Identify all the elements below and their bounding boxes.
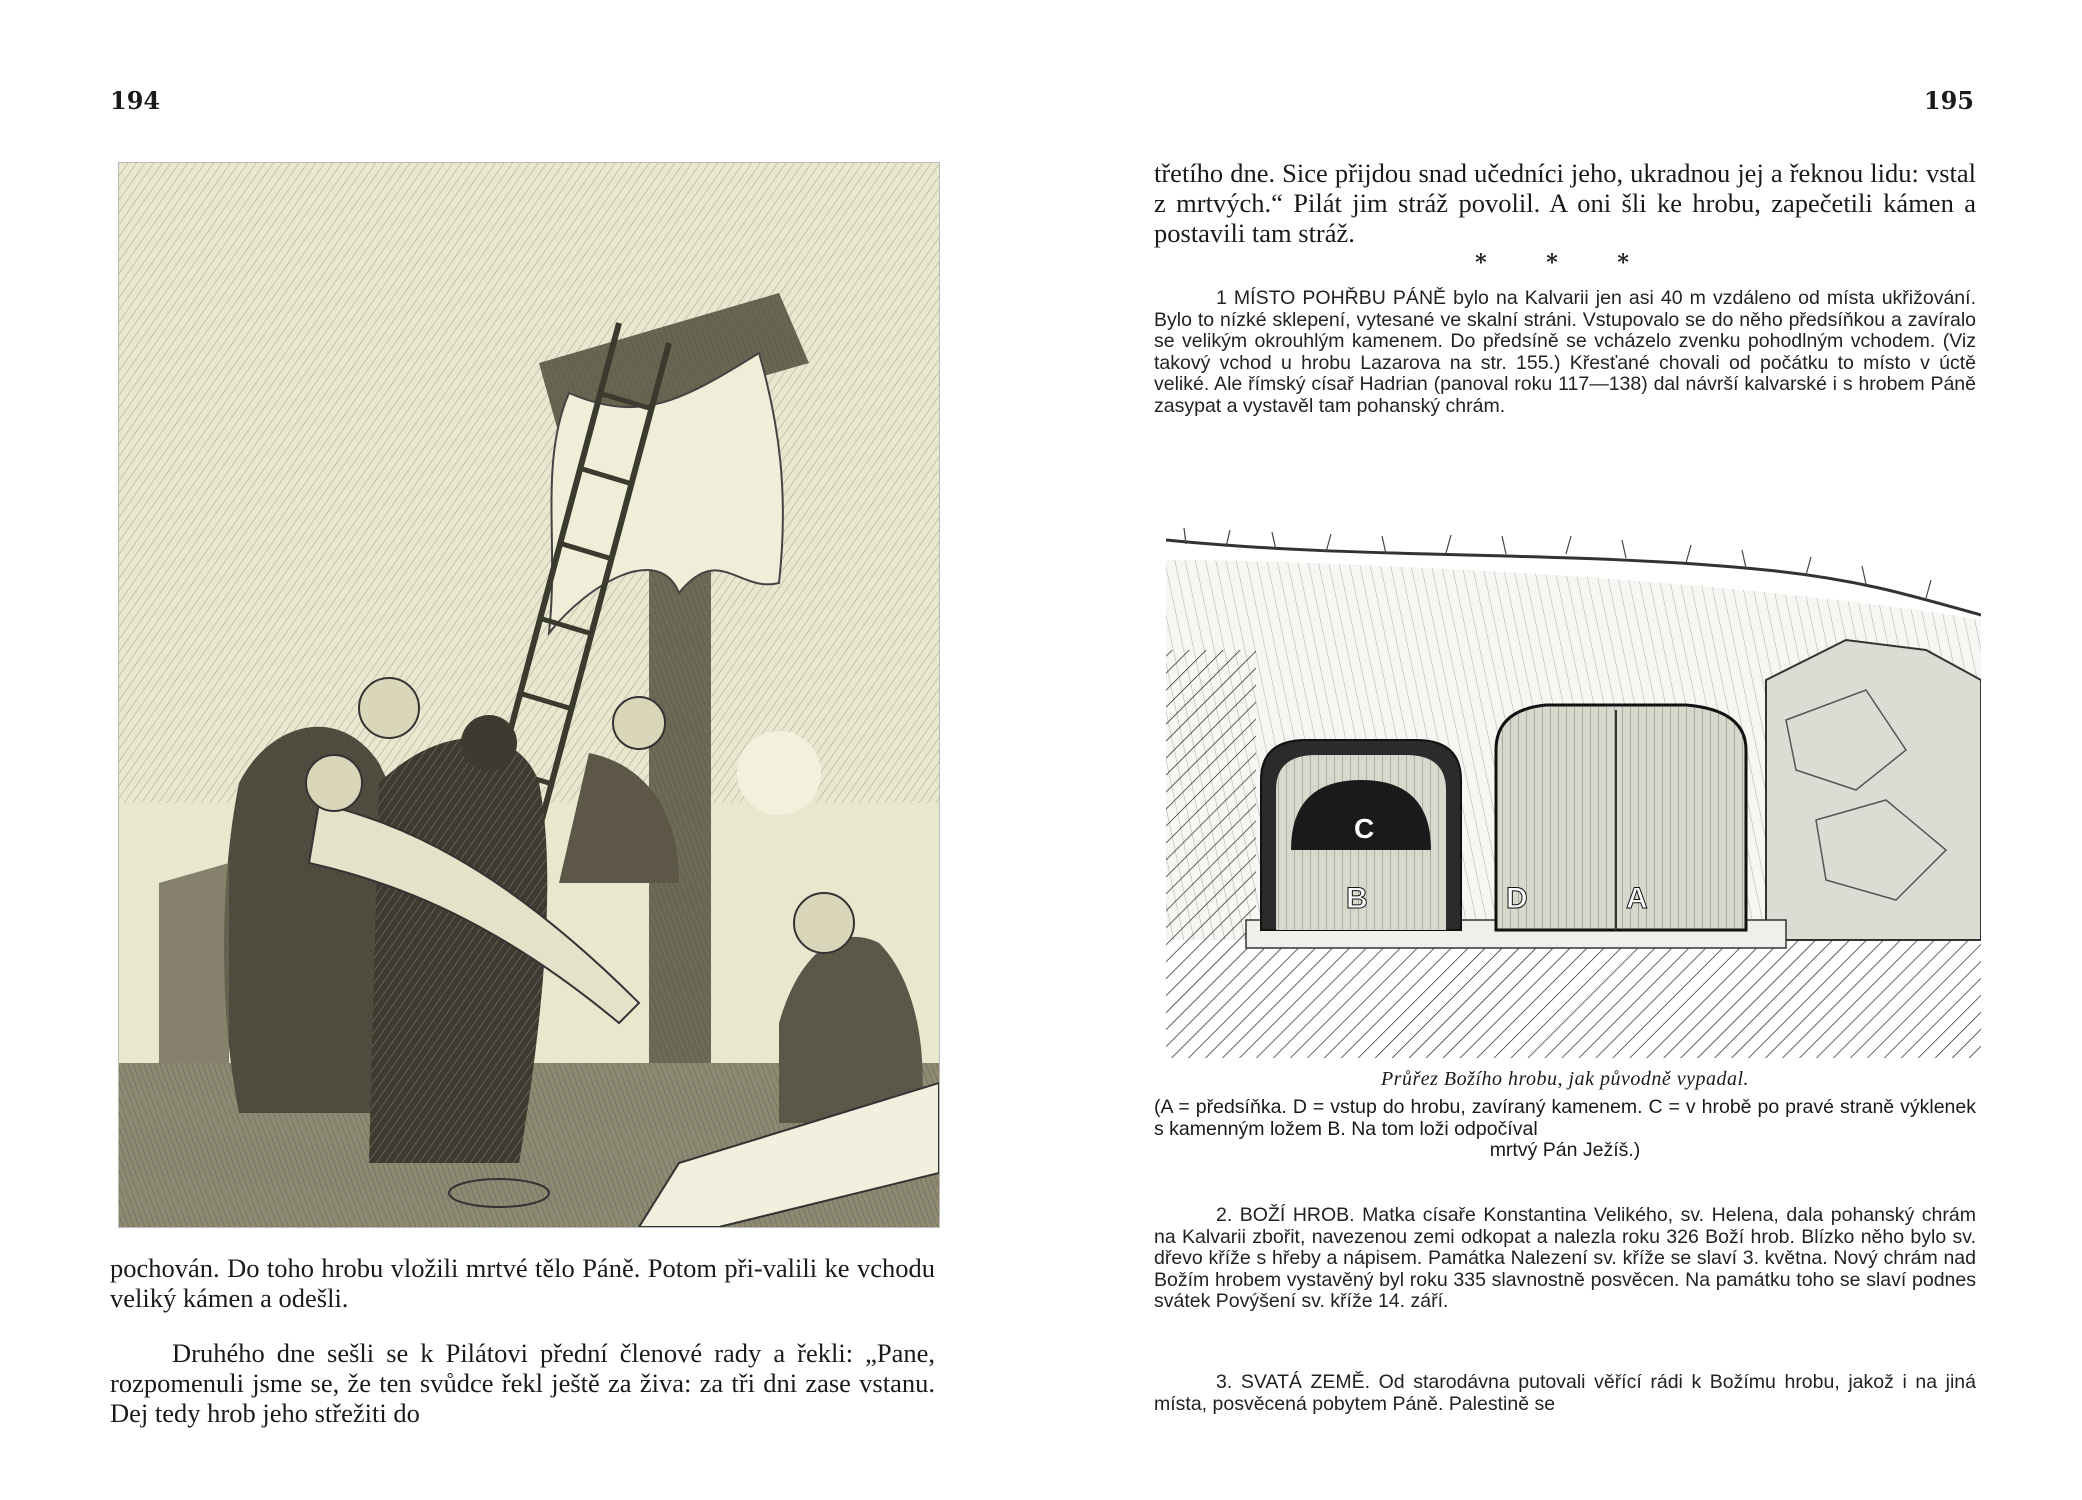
- label-a: A: [1626, 882, 1648, 915]
- label-b: B: [1346, 882, 1368, 915]
- page-number-right: 195: [1923, 86, 1974, 115]
- note-1: 1 MÍSTO POHŘBU PÁNĚ bylo na Kalvarii jen asi 40 m vzdáleno od místa ukřižování. Bylo to nízké sklepení, vytesané ve skalní stráni. Vstupovalo se do něho předsíňkou a zavíralo se velikým okrouhlým kamenem. Do předsíně se vcházelo zvenku pohodlným vchodem. (Viz takový vchod u hrobu Lazarova na str. 155.) Křesťané chovali od počátku to místo v úctě veliké. Ale římský císař Hadrian (panoval roku 117—138) dal návrší kalvarské i s hrobem Páně zasypat a vystavěl tam pohanský chrám.: [1154, 287, 1976, 417]
- note-3: 3. SVATÁ ZEMĚ. Od starodávna putovali věřící rádi k Božímu hrobu, jakož i na jiná místa, posvěcená pobytem Páně. Palestině se: [1154, 1371, 1976, 1415]
- left-paragraph-2: Druhého dne sešli se k Pilátovi přední členové rady a řekli: „Pane, rozpomenuli jsme se, že ten svůdce řekl ještě za živa: za tři dni zase vstanu. Dej tedy hrob jeho střežiti do: [110, 1338, 935, 1428]
- page-number-left: 194: [110, 86, 161, 115]
- diagram-caption-title: Průřez Božího hrobu, jak původně vypadal.: [1380, 1068, 1750, 1090]
- note-2: 2. BOŽÍ HROB. Matka císaře Konstantina Velikého, sv. Helena, dala pohanský chrám na Kalvarii zbořit, navezenou zemi odkopat a nalezla roku 326 Boží hrob. Blízko něho bylo sv. dřevo kříže s hřeby a nápisem. Památka Nalezení sv. kříže se slaví 3. května. Nový chrám nad Božím hrobem vystavěný byl roku 335 slavnostně posvěcen. Na památku toho se slaví podnes svátek Povýšení sv. kříže 14. září.: [1154, 1204, 1976, 1312]
- deposition-illustration: [118, 162, 940, 1228]
- section-separator: * * *: [1475, 250, 1655, 276]
- tomb-cross-section-diagram: [1166, 520, 1981, 1058]
- label-c: C: [1354, 813, 1375, 844]
- right-page: [1041, 0, 2082, 1500]
- diagram-caption: (A = předsíňka. D = vstup do hrobu, zavíraný kamenem. C = v hrobě po pravé straně výklenek s kamenným ložem B. Na tom loži odpočíval mrtvý Pán Ježíš.): [1154, 1096, 1976, 1161]
- left-paragraph-1: pochován. Do toho hrobu vložili mrtvé tělo Páně. Potom při-valili ke vchodu veliký kámen a odešli.: [110, 1253, 935, 1313]
- label-d: D: [1506, 882, 1528, 915]
- right-paragraph-1: třetího dne. Sice přijdou snad učedníci jeho, ukradnou jej a řeknou lidu: vstal z mrtvých.“ Pilát jim stráž povolil. A oni šli ke hrobu, zapečetili kámen a postavili tam stráž.: [1154, 158, 1976, 248]
- setting-sun: [737, 731, 821, 815]
